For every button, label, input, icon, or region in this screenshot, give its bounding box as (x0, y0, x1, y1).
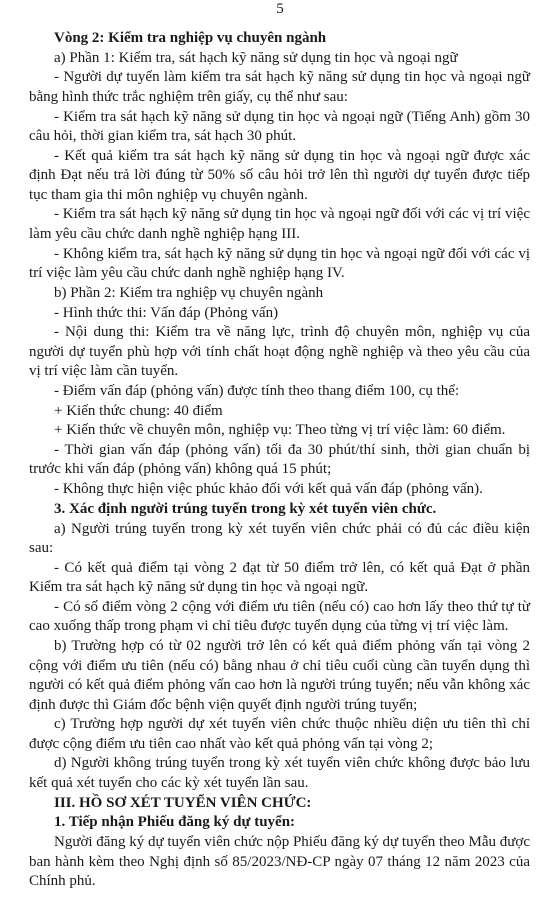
body-paragraph: - Kiểm tra sát hạch kỹ năng sử dụng tin học và ngoại ngữ đối với các vị trí việc làm yêu cầu chức danh nghề nghiệp hạng III. (29, 206, 530, 242)
section-heading: III. HỒ SƠ XÉT TUYỂN VIÊN CHỨC: (54, 794, 312, 811)
body-paragraph: - Không kiểm tra, sát hạch kỹ năng sử dụng tin học và ngoại ngữ đối với các vị trí việc làm yêu cầu chức danh nghề nghiệp hạng IV. (29, 245, 530, 282)
section-heading: 1. Tiếp nhận Phiếu đăng ký dự tuyển: (54, 814, 296, 831)
body-paragraph: - Có kết quả điểm tại vòng 2 đạt từ 50 điểm trở lên, có kết quả Đạt ở phần Kiểm tra sát hạch kỹ năng sử dụng tin học và ngoại ngữ. (29, 559, 530, 596)
body-paragraph: a) Người trúng tuyển trong kỳ xét tuyển viên chức phải có đủ các điều kiện sau: (29, 520, 530, 556)
body-paragraph: - Điểm vấn đáp (phỏng vấn) được tính theo thang điểm 100, cụ thể: (54, 382, 460, 399)
page-number: 5 (276, 1, 284, 17)
body-paragraph: a) Phần 1: Kiểm tra, sát hạch kỹ năng sử dụng tin học và ngoại ngữ (54, 49, 458, 66)
body-paragraph: - Không thực hiện việc phúc khảo đối với kết quả vấn đáp (phỏng vấn). (54, 481, 483, 498)
body-paragraph: - Thời gian vấn đáp (phỏng vấn) tối đa 30 phút/thí sinh, thời gian chuẩn bị trước khi vấn đáp (phỏng vấn) không quá 15 phút; (29, 441, 530, 478)
body-paragraph: - Hình thức thi: Vấn đáp (Phỏng vấn) (54, 304, 279, 321)
body-paragraph: c) Trường hợp người dự xét tuyển viên chức thuộc nhiều diện ưu tiên thì chỉ được cộng điểm ưu tiên cao nhất vào kết quả phỏng vấn tại vòng 2; (29, 716, 530, 752)
section-heading: Vòng 2: Kiểm tra nghiệp vụ chuyên ngành (54, 30, 327, 46)
body-paragraph: b) Trường hợp có từ 02 người trở lên có kết quả điểm phỏng vấn tại vòng 2 cộng với điểm ưu tiên (nếu có) bằng nhau ở chỉ tiêu cuối cùng cần tuyển dụng thì người có kết quả điểm phỏng vấn cao hơn là người trúng tuyển; nếu vẫn không xác định được thì Giám đốc bệnh viện quyết định người trúng tuyển; (29, 638, 530, 713)
body-paragraph: + Kiến thức chung: 40 điểm (54, 402, 223, 419)
body-paragraph: + Kiến thức về chuyên môn, nghiệp vụ: Theo từng vị trí việc làm: 60 điểm. (54, 422, 506, 439)
body-paragraph: - Kiểm tra sát hạch kỹ năng sử dụng tin học và ngoại ngữ (Tiếng Anh) gồm 30 câu hỏi, thời gian kiểm tra, sát hạch 30 phút. (29, 108, 530, 145)
body-paragraph: - Kết quả kiểm tra sát hạch kỹ năng sử dụng tin học và ngoại ngữ được xác định Đạt nếu trả lời đúng từ 50% số câu hỏi trở lên thì người dự tuyển được tiếp tục tham gia thi môn nghiệp vụ chuyên ngành. (29, 147, 530, 203)
body-paragraph: b) Phần 2: Kiểm tra nghiệp vụ chuyên ngành (54, 284, 324, 301)
body-paragraph: - Nội dung thi: Kiểm tra về năng lực, trình độ chuyên môn, nghiệp vụ của người dự tuyển phù hợp với tính chất hoạt động nghề nghiệp và theo yêu cầu của vị trí việc làm cần tuyển. (29, 324, 530, 380)
body-paragraph: - Có số điểm vòng 2 cộng với điểm ưu tiên (nếu có) cao hơn lấy theo thứ tự từ cao xuống thấp trong phạm vi chỉ tiêu được tuyển dụng của từng vị trí việc làm. (29, 598, 530, 635)
section-heading: 3. Xác định người trúng tuyển trong kỳ xét tuyển viên chức. (54, 500, 437, 517)
body-paragraph: - Người dự tuyển làm kiểm tra sát hạch kỹ năng sử dụng tin học và ngoại ngữ bằng hình thức trắc nghiệm trên giấy, cụ thể như sau: (29, 69, 530, 105)
body-paragraph: Người đăng ký dự tuyển viên chức nộp Phiếu đăng ký dự tuyển theo Mẫu được ban hành kèm theo Nghị định số 85/2023/NĐ-CP ngày 07 tháng 12 năm 2023 của Chính phủ. (29, 834, 531, 889)
document-body (29, 29, 530, 892)
body-paragraph: d) Người không trúng tuyển trong kỳ xét tuyển viên chức không được bảo lưu kết quả xét tuyển cho các kỳ xét tuyển lần sau. (29, 755, 530, 791)
